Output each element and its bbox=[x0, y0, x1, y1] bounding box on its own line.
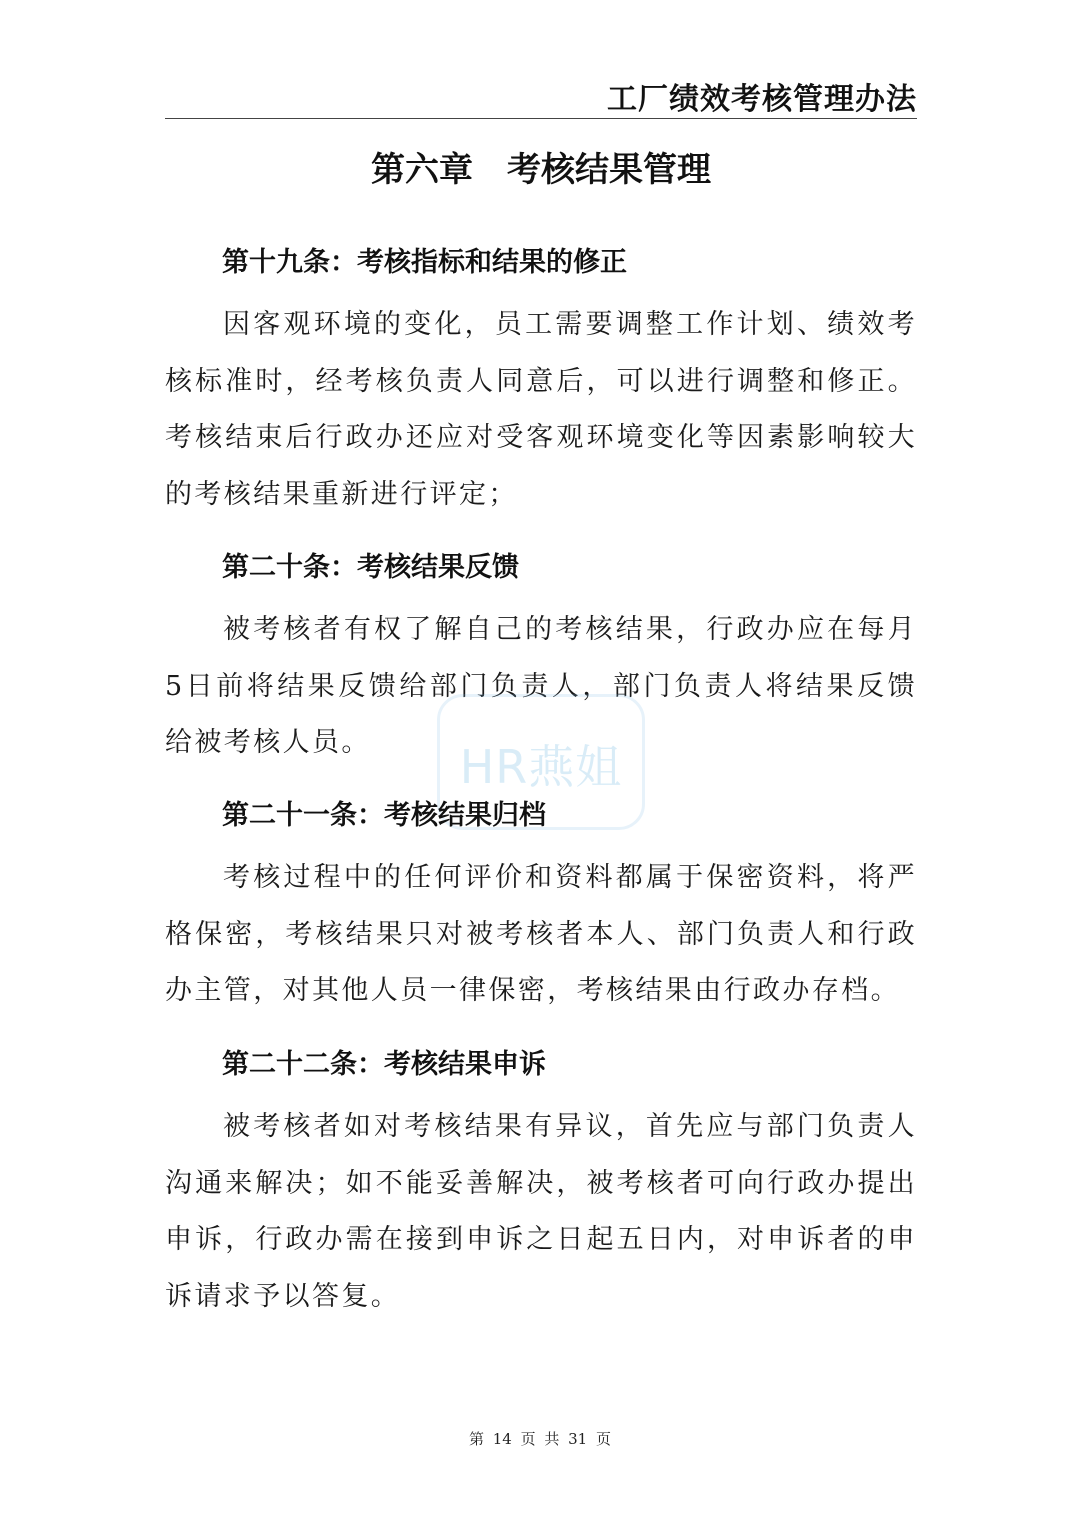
article-20-title: 第二十条：考核结果反馈 bbox=[222, 552, 519, 583]
header-divider bbox=[165, 118, 917, 119]
article-21-title: 第二十一条：考核结果归档 bbox=[222, 800, 546, 831]
article-21-body: 考核过程中的任何评价和资料都属于保密资料，将严格保密，考核结果只对被考核者本人、部门负责人和行政办主管，对其他人员一律保密，考核结果由行政办存档。 bbox=[165, 862, 917, 1006]
article-22-body: 被考核者如对考核结果有异议，首先应与部门负责人沟通来解决；如不能妥善解决，被考核者可向行政办提出申诉，行政办需在接到申诉之日起五日内，对申诉者的申诉请求予以答复。 bbox=[165, 1111, 917, 1312]
article-19-body: 因客观环境的变化，员工需要调整工作计划、绩效考核标准时，经考核负责人同意后，可以进行调整和修正。考核结束后行政办还应对受客观环境变化等因素影响较大的考核结果重新进行评定； bbox=[165, 309, 917, 510]
article-20-body: 被考核者有权了解自己的考核结果，行政办应在每月5日前将结果反馈给部门负责人，部门负责人将结果反馈给被考核人员。 bbox=[165, 614, 917, 758]
page-number-footer: 第 14 页 共 31 页 bbox=[468, 1430, 611, 1448]
chapter-title: 第六章 考核结果管理 bbox=[371, 150, 711, 190]
article-19-title: 第十九条：考核指标和结果的修正 bbox=[222, 247, 627, 278]
watermark-text: HR燕姐 bbox=[459, 740, 623, 794]
article-22-title: 第二十二条：考核结果申诉 bbox=[222, 1049, 546, 1080]
document-header-title: 工厂绩效考核管理办法 bbox=[607, 82, 917, 117]
